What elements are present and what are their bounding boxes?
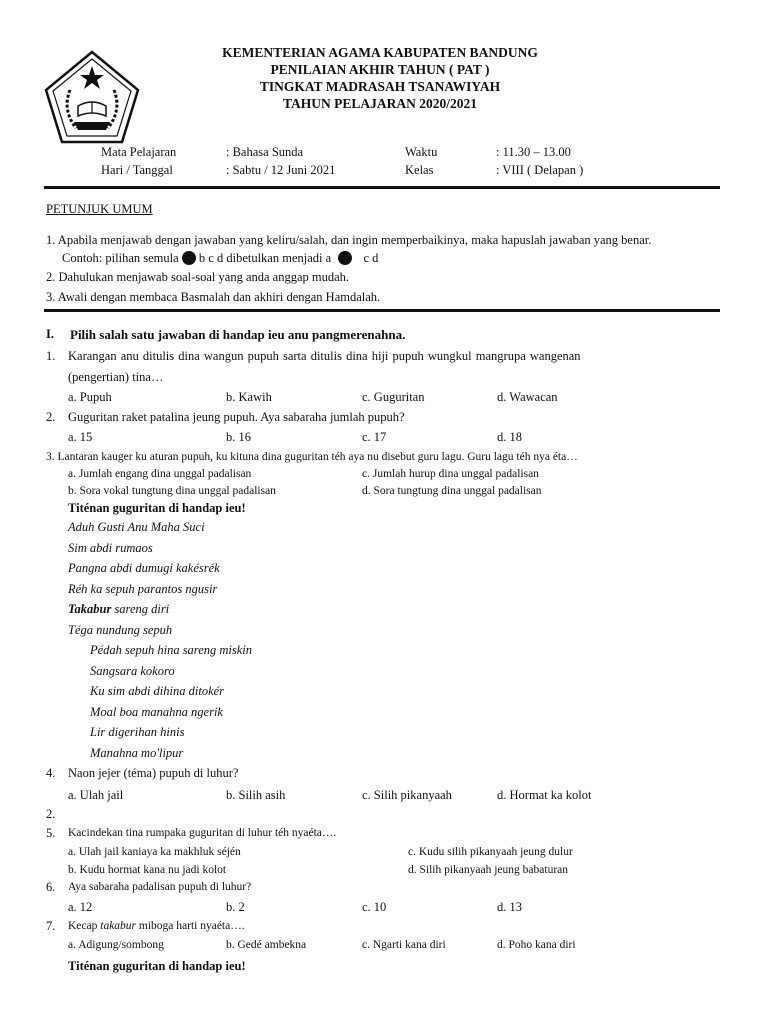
q2-option-b: b. 16 (226, 430, 251, 444)
q5-option-d: d. Silih pikanyaah jeung babaturan (408, 864, 569, 876)
q6-option-a: a. 12 (68, 900, 93, 914)
q4-text: Naon jejer (téma) pupuh di luhur? (68, 766, 239, 780)
q2-option-d: d. 18 (497, 430, 522, 444)
header-line-3: TINGKAT MADRASAH TSANAWIYAH (259, 79, 501, 94)
contoh-prefix: Contoh: pilihan semula (62, 251, 179, 265)
header-line-4: TAHUN PELAJARAN 2020/2021 (282, 96, 477, 111)
kemenag-logo (44, 50, 140, 146)
q7-text-italic: takabur (100, 920, 137, 932)
petunjuk-title: PETUNJUK UMUM (46, 202, 153, 216)
q1-option-b: b. Kawih (226, 390, 272, 404)
q7-text-pre: Kecap (68, 920, 101, 932)
poem-line: Pédah sepuh hina sareng miskin (90, 643, 253, 657)
q5-option-c: c. Kudu silih pikanyaah jeung dulur (408, 846, 573, 858)
q7-number: 7. (46, 919, 56, 933)
divider-bottom (44, 309, 720, 312)
footer-title: Titénan guguritan di handap ieu! (68, 959, 246, 973)
contoh-mid: b c d dibetulkan menjadi a (198, 251, 332, 265)
waktu-label: Waktu (405, 145, 438, 159)
section-title: Pilih salah satu jawaban di handap ieu anu pangmerenahna. (70, 327, 406, 342)
poem-line: Moal boa manahna ngerik (90, 705, 223, 719)
q6-option-c: c. 10 (362, 900, 387, 914)
kelas-value: : VIII ( Delapan ) (496, 163, 584, 177)
petunjuk-item-2: 2. Dahulukan menjawab soal-soal yang anda anggap mudah. (46, 270, 350, 284)
kelas-label: Kelas (405, 163, 434, 177)
q5-number: 5. (46, 826, 56, 840)
poem-word-sareng: sareng diri (111, 602, 170, 616)
q7-option-d: d. Poho kana diri (497, 939, 576, 951)
poem-line: Téga nundung sepuh (68, 623, 173, 637)
poem-line: Ku sim abdi dihina ditokér (90, 684, 225, 698)
q4-option-a: a. Ulah jail (68, 788, 124, 802)
q6-option-b: b. 2 (226, 900, 245, 914)
filled-circle-icon (338, 251, 352, 265)
q1-line-2: (pengertian) tina… (68, 370, 164, 384)
q6-option-d: d. 13 (497, 900, 522, 914)
q3-text: 3. Lantaran kauger ku aturan pupuh, ku kituna dina guguritan téh aya nu disebut guru lagu. Guru lagu téh nya éta… (46, 451, 578, 463)
mapel-value: : Bahasa Sunda (226, 145, 304, 159)
blank-number: 2. (46, 807, 56, 821)
q3-option-d: d. Sora tungtung dina unggal padalisan (362, 485, 542, 497)
poem-line-takabur (68, 602, 169, 617)
mapel-label: Mata Pelajaran (101, 145, 177, 159)
q5-text: Kacindekan tina rumpaka guguritan di luhur téh nyaéta…. (68, 827, 337, 839)
hari-value: : Sabtu / 12 Juni 2021 (226, 163, 336, 177)
waktu-value: : 11.30 – 13.00 (496, 145, 571, 159)
petunjuk-item-1: 1. Apabila menjawab dengan jawaban yang keliru/salah, dan ingin memperbaikinya, maka hapuslah jawaban yang benar. (46, 233, 652, 247)
q5-option-b: b. Kudu hormat kana nu jadi kolot (68, 864, 227, 876)
poem-line: Aduh Gusti Anu Maha Suci (68, 520, 205, 534)
q2-option-c: c. 17 (362, 430, 387, 444)
poem-line: Manahna mo'lipur (90, 746, 184, 760)
q3-option-a: a. Jumlah engang dina unggal padalisan (68, 468, 252, 480)
q1-number: 1. (46, 349, 56, 363)
q4-number: 4. (46, 766, 56, 780)
q4-option-b: b. Silih asih (226, 788, 286, 802)
divider-top (44, 186, 720, 189)
q1-line-1: Karangan anu ditulis dina wangun pupuh sarta ditulis dina hiji pupuh wungkul mangrupa wangenan (68, 349, 581, 363)
header-line-2: PENILAIAN AKHIR TAHUN ( PAT ) (270, 62, 490, 77)
q2-text: Guguritan raket patalina jeung pupuh. Aya sabaraha jumlah pupuh? (68, 410, 405, 424)
q2-number: 2. (46, 410, 56, 424)
q6-number: 6. (46, 880, 56, 894)
poem-word-takabur: Takabur (68, 602, 112, 616)
poem-line: Sim abdi rumaos (68, 541, 153, 555)
q7-text (68, 919, 245, 934)
q2-option-a: a. 15 (68, 430, 93, 444)
hari-label: Hari / Tanggal (101, 163, 173, 177)
poem-line: Pangna abdi dumugi kakésrék (68, 561, 220, 575)
q1-option-d: d. Wawacan (497, 390, 558, 404)
q7-option-b: b. Gedé ambekna (226, 939, 307, 951)
poem-title: Titénan guguritan di handap ieu! (68, 501, 246, 515)
q7-option-a: a. Adigung/sombong (68, 939, 164, 951)
poem-line: Lir digerihan hinis (90, 725, 185, 739)
petunjuk-item-3: 3. Awali dengan membaca Basmalah dan akhiri dengan Hamdalah. (46, 290, 381, 304)
q7-option-c: c. Ngarti kana diri (362, 939, 446, 951)
header-line-1: KEMENTERIAN AGAMA KABUPATEN BANDUNG (222, 45, 538, 60)
petunjuk-contoh (62, 251, 378, 266)
contoh-end: c d (363, 251, 379, 265)
q3-option-c: c. Jumlah hurup dina unggal padalisan (362, 468, 539, 480)
q4-option-c: c. Silih pikanyaah (362, 788, 452, 802)
section-number: I. (46, 327, 54, 341)
q5-option-a: a. Ulah jail kaniaya ka makhluk séjén (68, 846, 241, 858)
q7-text-post: miboga harti nyaéta…. (136, 920, 245, 932)
q6-text: Aya sabaraha padalisan pupuh di luhur? (68, 881, 252, 893)
poem-line: Sangsara kokoro (90, 664, 175, 678)
q4-option-d: d. Hormat ka kolot (497, 788, 592, 802)
q1-option-a: a. Pupuh (68, 390, 112, 404)
q3-option-b: b. Sora vokal tungtung dina unggal padalisan (68, 485, 276, 497)
poem-line: Réh ka sepuh parantos ngusir (68, 582, 218, 596)
filled-circle-icon (182, 251, 196, 265)
q1-option-c: c. Guguritan (362, 390, 425, 404)
